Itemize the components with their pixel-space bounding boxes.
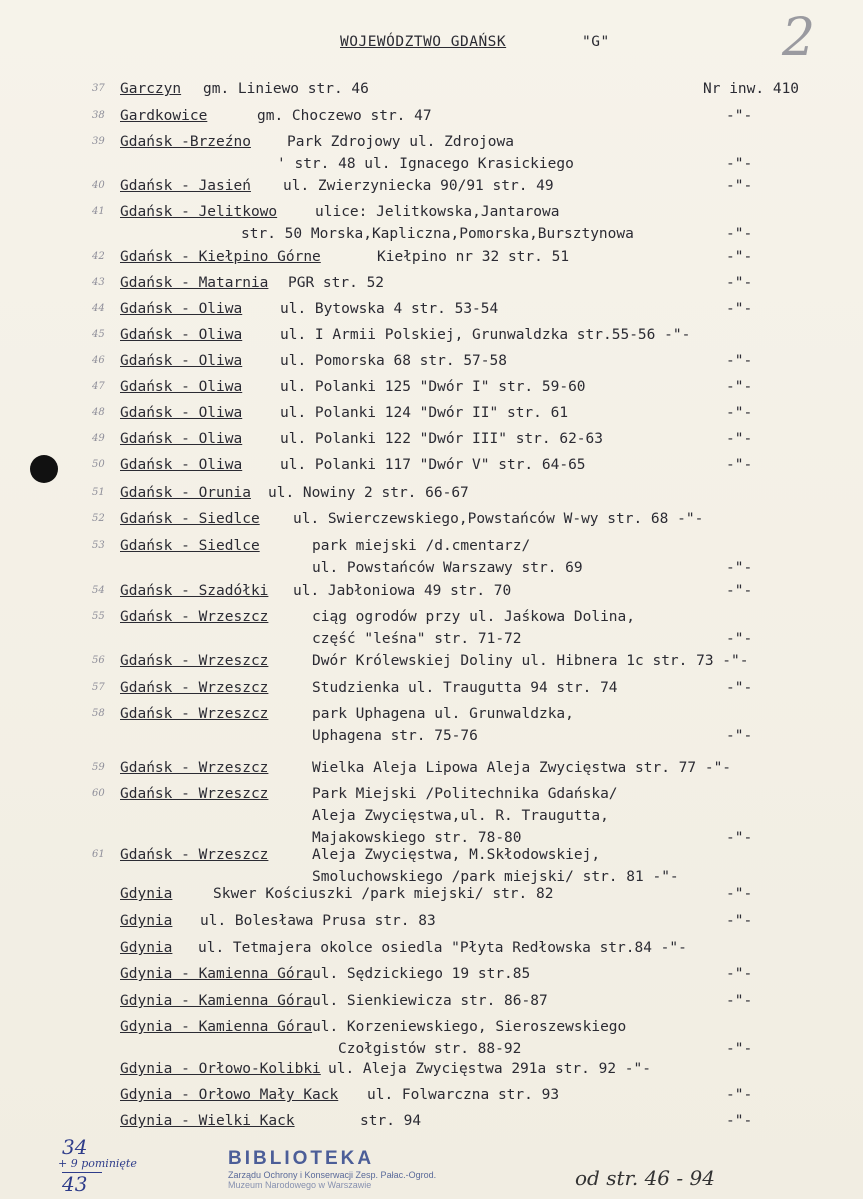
entry-place: Gdańsk - Wrzeszcz (120, 680, 269, 696)
entry-detail: ' str. 48 ul. Ignacego Krasickiego (277, 156, 574, 172)
entry-detail: ul. Korzeniewskiego, Sieroszewskiego (312, 1019, 627, 1035)
ditto-mark: -"- (726, 680, 753, 696)
entry-detail: ul. Powstańców Warszawy str. 69 (312, 560, 583, 576)
entry-place: Gdańsk - Oliwa (120, 457, 243, 473)
entry-place: Gdańsk - Wrzeszcz (120, 786, 269, 802)
entry-detail: Wielka Aleja Lipowa Aleja Zwycięstwa str. 77 -"- (312, 760, 732, 776)
entry-detail: PGR str. 52 (288, 275, 385, 291)
entry-detail: ul. Aleja Zwycięstwa 291a str. 92 -"- (328, 1061, 652, 1077)
entry-detail: str. 94 (360, 1113, 422, 1129)
entry-detail: Dwór Królewskiej Doliny ul. Hibnera 1c str. 73 -"- (312, 653, 749, 669)
entry-number: 56 (92, 655, 105, 666)
library-stamp (228, 1148, 468, 1190)
entry-number: 50 (92, 459, 105, 470)
entry-place: Gdynia - Kamienna Góra (120, 1019, 313, 1035)
ditto-mark: -"- (726, 886, 753, 902)
ditto-mark: -"- (726, 275, 753, 291)
entry-place: Gdynia (120, 940, 173, 956)
entry-place: Gdańsk - Wrzeszcz (120, 760, 269, 776)
entry-number: 48 (92, 407, 105, 418)
entry-place: Gdańsk - Oliwa (120, 327, 243, 343)
stamp-title: BIBLIOTEKA (228, 1148, 375, 1169)
ditto-mark: -"- (726, 830, 753, 846)
entry-place: Gdańsk - Siedlce (120, 538, 260, 554)
entry-number: 57 (92, 682, 105, 693)
entry-detail: gm. Choczewo str. 47 (257, 108, 432, 124)
ditto-mark: -"- (726, 728, 753, 744)
entry-place: Gdynia (120, 886, 173, 902)
entry-detail: część "leśna" str. 71-72 (312, 631, 522, 647)
entry-place: Gdańsk - Orunia (120, 485, 251, 501)
entry-detail: str. 50 Morska,Kapliczna,Pomorska,Bursztynowa (241, 226, 634, 242)
entry-detail: park Uphagena ul. Grunwaldzka, (312, 706, 574, 722)
handwritten-range-note: od str. 46 - 94 (575, 1166, 715, 1190)
entry-place: Gdańsk - Oliwa (120, 379, 243, 395)
entry-place: Gdańsk - Jasień (120, 178, 251, 194)
ditto-mark: -"- (726, 379, 753, 395)
entry-number: 49 (92, 433, 105, 444)
ditto-mark: -"- (726, 1113, 753, 1129)
entry-detail: Uphagena str. 75-76 (312, 728, 478, 744)
entry-detail: ul. Polanki 117 "Dwór V" str. 64-65 (280, 457, 586, 473)
entry-number: 43 (92, 277, 105, 288)
ditto-mark: -"- (726, 405, 753, 421)
entry-place: Gdańsk -Brzeźno (120, 134, 251, 150)
ditto-mark: -"- (726, 226, 753, 242)
ditto-mark: -"- (726, 993, 753, 1009)
entry-place: Gdańsk - Wrzeszcz (120, 609, 269, 625)
handwritten-count: 34 (62, 1135, 88, 1159)
entry-number: 60 (92, 788, 105, 799)
entry-detail: ul. Tetmajera okolce osiedla "Płyta Redłowska str.84 -"- (198, 940, 687, 956)
entry-place: Gdańsk - Oliwa (120, 301, 243, 317)
entry-place: Gdańsk - Szadółki (120, 583, 269, 599)
ditto-mark: -"- (726, 631, 753, 647)
entry-detail: Park Zdrojowy ul. Zdrojowa (287, 134, 514, 150)
entry-place: Gdańsk - Matarnia (120, 275, 269, 291)
entry-number: 42 (92, 251, 105, 262)
entry-detail: ul. Polanki 125 "Dwór I" str. 59-60 (280, 379, 586, 395)
entry-place: Gdynia (120, 913, 173, 929)
entry-detail: Kiełpino nr 32 str. 51 (377, 249, 570, 265)
entry-place: Gdańsk - Oliwa (120, 405, 243, 421)
entry-detail: Czołgistów str. 88-92 (338, 1041, 522, 1057)
entry-number: 46 (92, 355, 105, 366)
ditto-mark: -"- (726, 301, 753, 317)
entry-detail: Aleja Zwycięstwa,ul. R. Traugutta, (312, 808, 609, 824)
entry-place: Gdynia - Wielki Kack (120, 1113, 295, 1129)
entry-place: Gdańsk - Wrzeszcz (120, 706, 269, 722)
entry-detail: ul. Jabłoniowa 49 str. 70 (293, 583, 512, 599)
entry-place: Gdańsk - Kiełpino Górne (120, 249, 321, 265)
stamp-line-1: Zarządu Ochrony i Konserwacji Zesp. Pałac.-Ogrod. (228, 1170, 437, 1180)
entry-place: Gdynia - Kamienna Góra (120, 966, 313, 982)
entry-number: 41 (92, 206, 105, 217)
entry-number: 39 (92, 136, 105, 147)
ditto-mark: -"- (726, 966, 753, 982)
page-title: WOJEWÓDZTWO GDAŃSK (340, 34, 507, 50)
entry-number: 45 (92, 329, 105, 340)
entry-detail: park miejski /d.cmentarz/ (312, 538, 531, 554)
inventory-number: Nr inw. 410 (703, 81, 800, 97)
entry-detail: Park Miejski /Politechnika Gdańska/ (312, 786, 618, 802)
entry-number: 44 (92, 303, 105, 314)
entry-number: 38 (92, 110, 105, 121)
section-letter: "G" (582, 34, 610, 50)
entry-number: 52 (92, 513, 105, 524)
entry-detail: gm. Liniewo str. 46 (203, 81, 369, 97)
entry-detail: ulice: Jelitkowska,Jantarowa (315, 204, 560, 220)
ditto-mark: -"- (726, 178, 753, 194)
entry-detail: ciąg ogrodów przy ul. Jaśkowa Dolina, (312, 609, 636, 625)
entry-detail: ul. Polanki 122 "Dwór III" str. 62-63 (280, 431, 604, 447)
entry-place: Garczyn (120, 81, 182, 97)
stamp-line-2: Muzeum Narodowego w Warszawie (228, 1180, 372, 1190)
entry-detail: ul. Polanki 124 "Dwór II" str. 61 (280, 405, 569, 421)
entry-number: 47 (92, 381, 105, 392)
entry-detail: ul. Bytowska 4 str. 53-54 (280, 301, 499, 317)
ditto-mark: -"- (726, 431, 753, 447)
corner-page-mark: 2 (782, 8, 816, 68)
ditto-mark: -"- (726, 353, 753, 369)
ditto-mark: -"- (726, 583, 753, 599)
entry-place: Gdańsk - Wrzeszcz (120, 653, 269, 669)
entry-detail: ul. Pomorska 68 str. 57-58 (280, 353, 507, 369)
entry-number: 58 (92, 708, 105, 719)
ditto-mark: -"- (726, 249, 753, 265)
ditto-mark: -"- (726, 457, 753, 473)
ditto-mark: -"- (726, 156, 753, 172)
entry-detail: ul. Swierczewskiego,Powstańców W-wy str. 68 -"- (293, 511, 704, 527)
entry-number: 40 (92, 180, 105, 191)
entry-place: Gdynia - Orłowo Mały Kack (120, 1087, 339, 1103)
entry-place: Gdańsk - Siedlce (120, 511, 260, 527)
entry-place: Gdańsk - Oliwa (120, 431, 243, 447)
entry-number: 53 (92, 540, 105, 551)
entry-place: Gdańsk - Wrzeszcz (120, 847, 269, 863)
handwritten-total: 43 (62, 1172, 88, 1196)
entry-detail: ul. Sienkiewicza str. 86-87 (312, 993, 548, 1009)
entry-number: 55 (92, 611, 105, 622)
entry-detail: Studzienka ul. Traugutta 94 str. 74 (312, 680, 618, 696)
entry-number: 61 (92, 849, 105, 860)
entry-detail: Skwer Kościuszki /park miejski/ str. 82 (213, 886, 554, 902)
entry-detail: Smoluchowskiego /park miejski/ str. 81 -"- (312, 869, 679, 885)
ditto-mark: -"- (726, 1087, 753, 1103)
ditto-mark: -"- (726, 108, 753, 124)
entry-place: Gardkowice (120, 108, 208, 124)
entry-detail: ul. Nowiny 2 str. 66-67 (268, 485, 469, 501)
entry-place: Gdańsk - Jelitkowo (120, 204, 278, 220)
ditto-mark: -"- (726, 1041, 753, 1057)
entry-detail: ul. Bolesława Prusa str. 83 (200, 913, 436, 929)
ditto-mark: -"- (726, 913, 753, 929)
entry-detail: ul. Sędzickiego 19 str.85 (312, 966, 531, 982)
handwritten-plus-note: + 9 pominięte (58, 1157, 137, 1170)
entry-detail: Majakowskiego str. 78-80 (312, 830, 522, 846)
entry-detail: ul. Zwierzyniecka 90/91 str. 49 (283, 178, 554, 194)
entry-place: Gdynia - Orłowo-Kolibki (120, 1061, 321, 1077)
ditto-mark: -"- (726, 560, 753, 576)
entry-place: Gdańsk - Oliwa (120, 353, 243, 369)
entry-number: 37 (92, 83, 105, 94)
entry-place: Gdynia - Kamienna Góra (120, 993, 313, 1009)
entry-detail: Aleja Zwycięstwa, M.Skłodowskiej, (312, 847, 601, 863)
entry-number: 54 (92, 585, 105, 596)
entry-number: 51 (92, 487, 105, 498)
entry-number: 59 (92, 762, 105, 773)
entry-detail: ul. I Armii Polskiej, Grunwaldzka str.55-56 -"- (280, 327, 691, 343)
entry-detail: ul. Folwarczna str. 93 (367, 1087, 560, 1103)
